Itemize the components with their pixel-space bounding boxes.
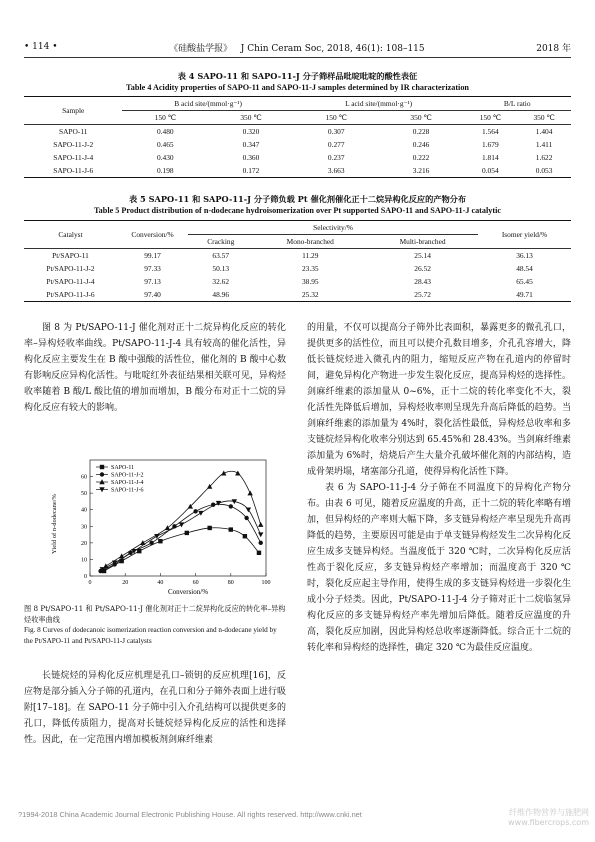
x-tick-label: 0 xyxy=(88,580,92,586)
t5-col-mono: Mono-branched xyxy=(286,237,334,246)
t4-cell: 0.360 xyxy=(242,153,260,162)
t5-row xyxy=(24,275,571,288)
t5-cell: 25.32 xyxy=(301,290,319,299)
fig8-caption xyxy=(24,604,286,646)
t4-h150: 150 ℃ xyxy=(154,113,176,122)
y-tick-label: 10 xyxy=(81,557,87,564)
t4-cell: 0.053 xyxy=(535,166,553,175)
series-line xyxy=(102,501,260,569)
left-para-1: 图 8 为 Pt/SAPO-11-J 催化剂对正十二烷异构化反应的转化率–异构烃收率曲线。Pt/SAPO-11-J-4 具有较高的催化活性，异构化反应主要发生在 B 酸中强酸的活性位，催化剂的 B 酸中心数有影响反应异构化活性。与吡啶红外表征结果相关联可见，异构烃收率随着 B 酸/L 酸比值的增加而增加，B 酸分布对正十二烷的异构化反应有较大的影响。 xyxy=(24,323,286,413)
data-point xyxy=(149,541,153,545)
t5-cell: 48.54 xyxy=(516,264,533,273)
t5-cell: 25.14 xyxy=(414,251,431,260)
data-point xyxy=(246,508,251,513)
y-tick-label: 40 xyxy=(81,507,87,514)
data-point xyxy=(100,465,104,469)
t4-cell: 1.564 xyxy=(482,127,499,136)
t4-cell: 0.480 xyxy=(156,127,174,136)
x-tick-label: 60 xyxy=(192,580,199,586)
journal-citation: 《硅酸盐学报》 J Chin Ceram Soc, 2018, 46(1): 108–115 xyxy=(169,43,425,54)
t5-cell: 50.13 xyxy=(212,264,230,273)
x-tick-label: 80 xyxy=(227,580,234,586)
t5-cell: 11.29 xyxy=(302,251,319,260)
data-point xyxy=(193,509,197,513)
data-point xyxy=(229,504,233,508)
data-point xyxy=(229,527,233,531)
y-axis-label: Yield of n-dodecane/% xyxy=(51,494,58,554)
t4-group-b: B acid site/(mmol·g⁻¹) xyxy=(122,97,293,111)
t5-cell: 48.96 xyxy=(212,290,230,299)
data-point xyxy=(258,532,263,537)
t4-h150: 150 ℃ xyxy=(325,113,347,122)
watermark: 纤维作物营养与施肥网 www.fibercrops.com xyxy=(508,808,589,827)
legend-label: SAPO-11 xyxy=(111,465,135,471)
t4-cell: 1.411 xyxy=(535,140,553,149)
data-point xyxy=(198,511,203,516)
series-line xyxy=(104,528,259,571)
t4-col-sample: Sample xyxy=(62,106,85,115)
t5-row xyxy=(24,288,571,302)
t5-cell: Pt/SAPO-11-J-2 xyxy=(46,264,95,273)
left-para-2: 长链烷烃的异构化反应机理是孔口–锁钥的反应机理[16]，反应物是部分插入分子筛的孔道内，在孔口和分子筛外表面上进行吸附[17–18]。在 SAPO-11 分子筛中引入介孔结构可以提供更多的孔口，降低传质阻力，提高对长链烷烃异构化反应的活性和选择性。因此，在一定范围内增加模板剂剑麻纤维素 xyxy=(24,671,286,745)
data-point xyxy=(235,471,240,476)
header-year: 2018 年 xyxy=(536,43,571,54)
t4-group-l: L acid site/(mmol·g⁻¹) xyxy=(294,97,464,111)
table4-caption: 表 4 SAPO-11 和 SAPO-11-J 分子筛样品吡啶吡啶的酸性表征 Table 4 Acidity properties of SAPO-11 and SAPO-11-J samples determined by IR characterization xyxy=(126,71,469,92)
data-point xyxy=(247,490,252,495)
t5-cell: Pt/SAPO-11 xyxy=(52,251,89,260)
t5-row xyxy=(24,262,571,275)
fig8-chart xyxy=(48,452,276,597)
t5-cell: 28.43 xyxy=(414,277,431,286)
t4-cell: 0.465 xyxy=(156,140,174,149)
y-tick-label: 0 xyxy=(84,574,87,580)
t4-row xyxy=(24,151,571,164)
data-point xyxy=(243,534,247,538)
t4-cell: SAPO-11 xyxy=(58,127,88,136)
data-point xyxy=(258,522,263,527)
t4-h350: 350 ℃ xyxy=(533,113,555,122)
data-point xyxy=(221,471,226,476)
t5-cell: 23.35 xyxy=(301,264,319,273)
t4-row xyxy=(24,138,571,151)
t4-cell: 0.054 xyxy=(482,166,499,175)
legend-label: SAPO-11-J-6 xyxy=(111,487,144,494)
y-tick-label: 60 xyxy=(81,474,87,481)
t4-cell: 0.172 xyxy=(242,166,260,175)
t4-row xyxy=(24,164,571,178)
t4-cell: 0.246 xyxy=(412,140,430,149)
table4 xyxy=(24,96,571,178)
t5-col-conversion: Conversion/% xyxy=(131,230,174,239)
t4-cell: 0.222 xyxy=(412,153,430,162)
t4-cell: SAPO-11-J-6 xyxy=(53,166,94,175)
t5-cell: Pt/SAPO-11-J-6 xyxy=(46,290,95,299)
t5-cell: 97.40 xyxy=(144,290,161,299)
right-para-2: 表 6 为 SAPO-11-J-4 分子筛在不同温度下的异构化产物分布。由表 6 可见，随着反应温度的升高，正十二烷的转化率略有增加，但异构烃的产率则大幅下降，多支链异构烃产率呈现先升高再降低的趋势，主要原因可能是由于单支链异构烃发生二次异构化反应生成多支链异构烃。当温度低于 320 ℃时，二次异构化反应活性高于裂化反应，多支链异构烃产率增加；而温度高于 320 ℃时，裂化反应起主导作用，使得生成的多支链异构烃进一步裂化生成小分子烃类。因此，Pt/SAPO-11-J-4 分子筛对正十二烷临氢异构化反应的多支链异构烃产率先增加后降低。随着反应温度的升高，裂化反应加剧，因此异构烃总收率逐渐降低。综合正十二烷的转化率和异构烃的选择性，确定 320 ℃为最佳反应温度。 xyxy=(307,483,571,653)
x-axis-label: Conversion/% xyxy=(167,588,209,596)
t5-group-selectivity: Selectivity/% xyxy=(188,221,478,235)
t5-row xyxy=(24,249,571,263)
data-point xyxy=(259,541,263,545)
t4-cell: 0.430 xyxy=(156,153,174,162)
t4-row xyxy=(24,125,571,139)
t5-cell: 97.33 xyxy=(144,264,161,273)
t5-cell: 63.57 xyxy=(212,251,230,260)
t5-cell: 36.13 xyxy=(516,251,533,260)
t5-cell: Pt/SAPO-11-J-4 xyxy=(46,277,95,286)
fig8-caption-zh: 图 8 Pt/SAPO-11 和 Pt/SAPO-11-J 催化剂对正十二烷异构化反应的转化率–异构烃收率曲线 xyxy=(24,604,286,624)
t4-cell: 3.663 xyxy=(327,166,345,175)
right-para-1: 的用量，不仅可以提高分子筛外比表面积，暴露更多的微孔孔口，提供更多的活性位，而且可以使介孔数目增多，介孔孔容增大，降低长链烷烃进入微孔内的阻力，缩短反应产物在孔道内的停留时间，避免异构化产物进一步发生裂化反应，提高异构烃的选择性。剑麻纤维素的添加量从 0~6%，正十二烷的转化率变化不大，裂化活性先降低后增加，异构烃收率则呈现先升高后降低的趋势。当剑麻纤维素的添加量为 4%时，裂化活性最低，异构烃总收率和多支链烷烃异构化收率分别达到 65.45%和 28.43%。当剑麻纤维素添加量为 6%时，焙烧后产生大量介孔破坏催化剂的内部结构，造成骨架坍塌，堵塞部分孔道，使得异构化活性下降。 xyxy=(307,323,571,477)
legend-label: SAPO-11-J-4 xyxy=(111,480,144,486)
t4-cell: 0.347 xyxy=(242,140,260,149)
t5-col-cracking: Cracking xyxy=(207,237,235,246)
y-tick-label: 30 xyxy=(81,524,87,531)
t5-cell: 25.72 xyxy=(414,290,431,299)
t4-group-bl: B/L ratio xyxy=(463,97,571,111)
data-point xyxy=(207,526,211,530)
y-tick-label: 20 xyxy=(81,540,87,547)
t5-cell: 97.13 xyxy=(144,277,161,286)
t5-cell: 99.17 xyxy=(144,251,161,260)
data-point xyxy=(158,539,162,543)
table5-caption: 表 5 SAPO-11 和 SAPO-11-J 分子筛负载 Pt 催化剂催化正十二烷异构化反应的产物分布 Table 5 Product distribution of n-dodecane hydroisomerization over Pt supported SAPO-11 and SAPO-11-J catalytic xyxy=(93,194,502,215)
t5-cell: 26.52 xyxy=(414,264,431,273)
x-tick-label: 100 xyxy=(261,580,271,586)
legend-label: SAPO-11-J-2 xyxy=(111,472,144,479)
t4-cell: 0.237 xyxy=(327,153,345,162)
data-point xyxy=(185,531,189,535)
series-line xyxy=(101,504,261,571)
data-point xyxy=(179,522,184,527)
data-point xyxy=(257,551,261,555)
data-point xyxy=(216,501,221,506)
t4-cell: SAPO-11-J-2 xyxy=(53,140,94,149)
t4-cell: 3.216 xyxy=(412,166,430,175)
y-tick-label: 50 xyxy=(81,491,87,498)
fig8-caption-en: Fig. 8 Curves of dodecanoic isomerization reaction conversion and n-dodecane yield by the Pt/SAPO-11 and Pt/SAPO-11-J catalysts xyxy=(24,626,277,645)
t4-cell: 1.679 xyxy=(482,140,499,149)
page-number: • 114 • xyxy=(24,42,58,52)
data-point xyxy=(100,472,104,476)
t5-cell: 65.45 xyxy=(516,277,533,286)
t4-cell: 0.228 xyxy=(412,127,430,136)
t5-col-yield: Isomer yield/% xyxy=(501,230,548,239)
header-rule xyxy=(24,57,571,58)
x-tick-label: 40 xyxy=(157,580,164,586)
data-point xyxy=(244,516,248,520)
t4-h350: 350 ℃ xyxy=(410,113,432,122)
table5 xyxy=(24,220,571,302)
t4-cell: SAPO-11-J-4 xyxy=(53,153,94,162)
t4-h350: 350 ℃ xyxy=(240,113,262,122)
t4-cell: 0.307 xyxy=(327,127,345,136)
t5-cell: 32.62 xyxy=(212,277,230,286)
copyright-footer: ?1994-2018 China Academic Journal Electronic Publishing House. All rights reserved. http://www.cnki.net xyxy=(18,810,362,819)
x-tick-label: 20 xyxy=(122,580,129,586)
t4-cell: 0.320 xyxy=(242,127,260,136)
t4-h150: 150 ℃ xyxy=(479,113,501,122)
t4-cell: 1.404 xyxy=(535,127,553,136)
t4-cell: 1.622 xyxy=(535,153,553,162)
t5-col-multi: Multi-branched xyxy=(399,237,446,246)
t4-cell: 0.198 xyxy=(156,166,174,175)
t5-col-catalyst: Catalyst xyxy=(58,230,83,239)
t4-cell: 1.814 xyxy=(482,153,499,162)
running-header xyxy=(24,40,571,54)
t5-cell: 49.71 xyxy=(516,290,533,299)
t5-cell: 38.95 xyxy=(301,277,319,286)
t4-cell: 0.277 xyxy=(327,140,345,149)
right-column xyxy=(307,320,571,656)
